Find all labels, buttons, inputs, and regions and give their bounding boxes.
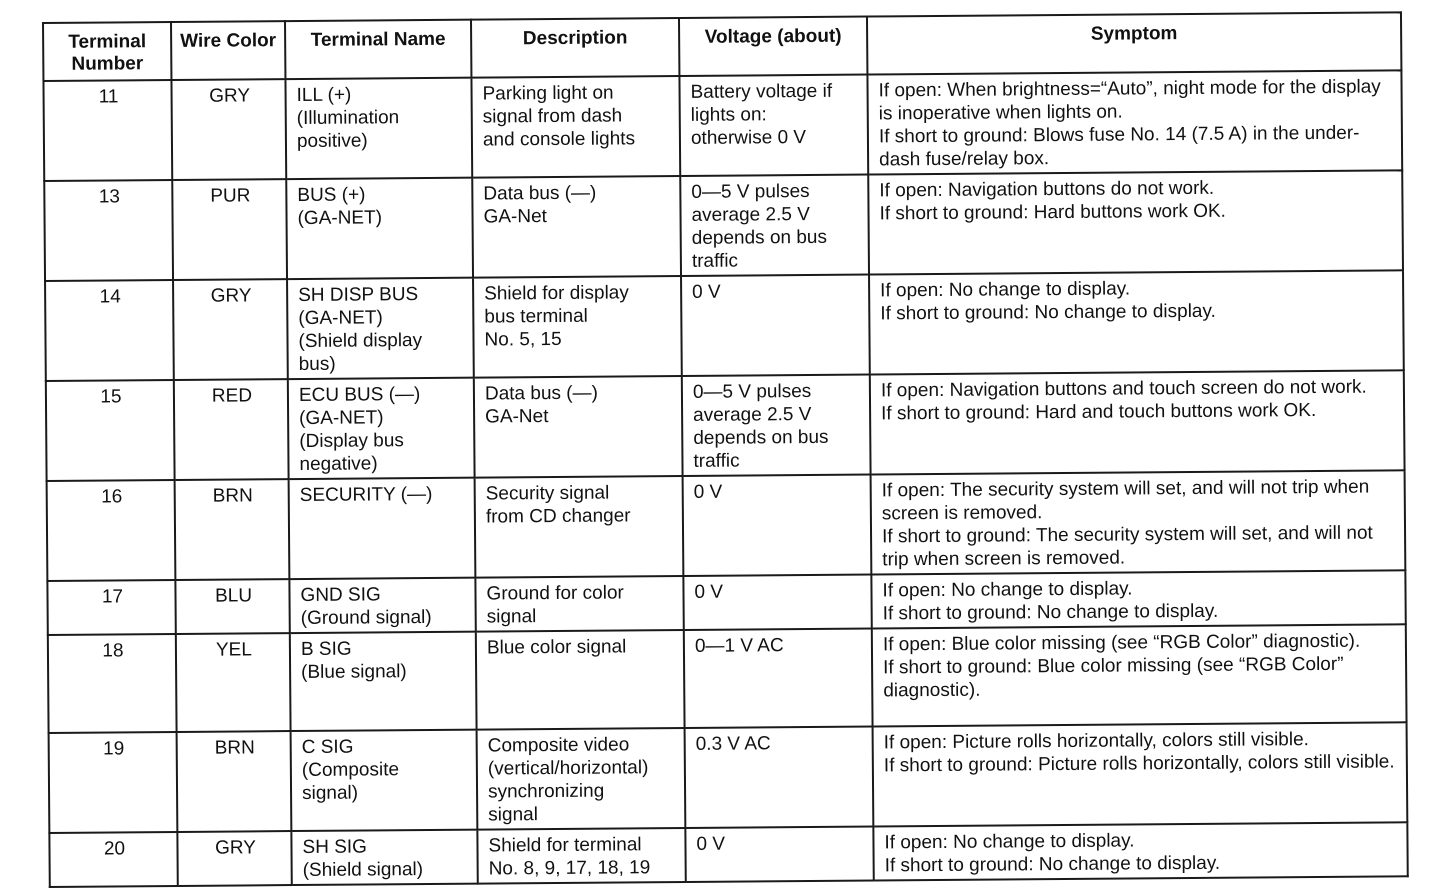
terminal-name-cell: ILL (+) (Illumination positive) [285,78,472,179]
terminal-table [42,11,1409,888]
voltage-cell: 0—1 V AC [684,629,873,728]
wire-color-cell: RED [174,379,289,480]
voltage-cell: 0—5 V pulses average 2.5 V depends on bus traffic [680,175,869,276]
description-cell: Shield for display bus terminal No. 5, 15 [473,276,682,378]
header-symptom: Symptom [867,12,1401,74]
description-cell: Data bus (—) GA-Net [474,376,683,478]
wire-color-cell: YEL [176,633,291,732]
symptom-cell: If open: No change to display. If short to ground: No change to display. [871,570,1405,628]
terminal-number-cell: 20 [49,832,177,887]
wire-color-cell: BLU [175,579,289,634]
symptom-cell: If open: The security system will set, and will not trip when screen is removed. If short to ground: The security system will set, and will not trip when screen is removed. [871,470,1406,574]
wire-color-cell: GRY [173,279,288,380]
wire-color-cell: BRN [175,479,290,580]
description-cell: Shield for terminal No. 8, 9, 17, 18, 19 [477,828,685,884]
voltage-cell: 0.3 V AC [685,726,874,827]
symptom-cell: If open: Navigation buttons and touch screen do not work. If short to ground: Hard and touch buttons work OK. [870,370,1405,474]
terminal-number-cell: 13 [44,180,173,281]
terminal-name-cell: C SIG (Composite signal) [291,730,478,831]
header-description: Description [471,18,679,78]
header-wire-color: Wire Color [171,21,285,80]
description-cell: Blue color signal [476,630,685,730]
description-cell: Parking light on signal from dash and console lights [471,76,680,178]
table-row [49,722,1408,833]
voltage-cell: 0 V [685,826,873,881]
table-row [47,470,1406,581]
wire-color-cell: GRY [171,79,286,180]
symptom-cell: If open: Blue color missing (see “RGB Color” diagnostic). If short to ground: Blue color missing (see “RGB Color” diagnostic). [872,624,1407,726]
description-cell: Data bus (—) GA-Net [472,176,681,278]
table-row [43,70,1402,181]
symptom-cell: If open: No change to display. If short to ground: No change to display. [873,822,1407,880]
terminal-number-cell: 15 [46,380,175,481]
terminal-name-cell: BUS (+) (GA-NET) [286,178,473,279]
voltage-cell: 0 V [681,275,870,376]
table-row [48,624,1407,733]
description-cell: Composite video (vertical/horizontal) synchronizing signal [477,728,686,830]
wire-color-cell: BRN [177,731,292,832]
terminal-number-cell: 11 [43,80,172,181]
terminal-name-cell: SH SIG (Shield signal) [291,830,477,885]
table-row [45,270,1404,381]
wire-color-cell: GRY [177,831,291,886]
header-terminal-number: Terminal Number [43,22,171,81]
voltage-cell: 0 V [683,475,872,576]
table-row [46,370,1405,481]
description-cell: Security signal from CD changer [475,476,684,578]
symptom-cell: If open: Navigation buttons do not work. If short to ground: Hard buttons work OK. [868,170,1403,274]
table-header-row [43,12,1401,81]
table-row [49,822,1407,887]
terminal-name-cell: ECU BUS (—) (GA-NET) (Display bus negative) [288,378,475,479]
terminal-number-cell: 19 [49,732,178,833]
header-voltage: Voltage (about) [679,17,867,76]
voltage-cell: 0—5 V pulses average 2.5 V depends on bus traffic [682,375,871,476]
terminal-name-cell: SECURITY (—) [289,478,476,579]
symptom-cell: If open: When brightness=“Auto”, night mode for the display is inoperative when lights on. If short to ground: Blows fuse No. 14 (7.5 A) in the under-dash fuse/relay box. [867,70,1402,174]
terminal-number-cell: 14 [45,280,174,381]
description-cell: Ground for color signal [475,576,683,632]
symptom-cell: If open: No change to display. If short to ground: No change to display. [869,270,1404,374]
wire-color-cell: PUR [172,179,287,280]
terminal-number-cell: 16 [47,480,176,581]
terminal-name-cell: GND SIG (Ground signal) [289,578,475,633]
document-page [42,22,1400,888]
terminal-number-cell: 17 [47,580,175,635]
voltage-cell: 0 V [683,575,871,630]
terminal-number-cell: 18 [48,634,177,733]
table-row [44,170,1403,281]
header-terminal-name: Terminal Name [285,20,471,79]
symptom-cell: If open: Picture rolls horizontally, colors still visible. If short to ground: Picture rolls horizontally, colors still visible. [873,722,1408,826]
voltage-cell: Battery voltage if lights on: otherwise 0 V [679,75,868,176]
terminal-name-cell: SH DISP BUS (GA-NET) (Shield display bus) [287,278,474,379]
terminal-name-cell: B SIG (Blue signal) [290,632,477,731]
